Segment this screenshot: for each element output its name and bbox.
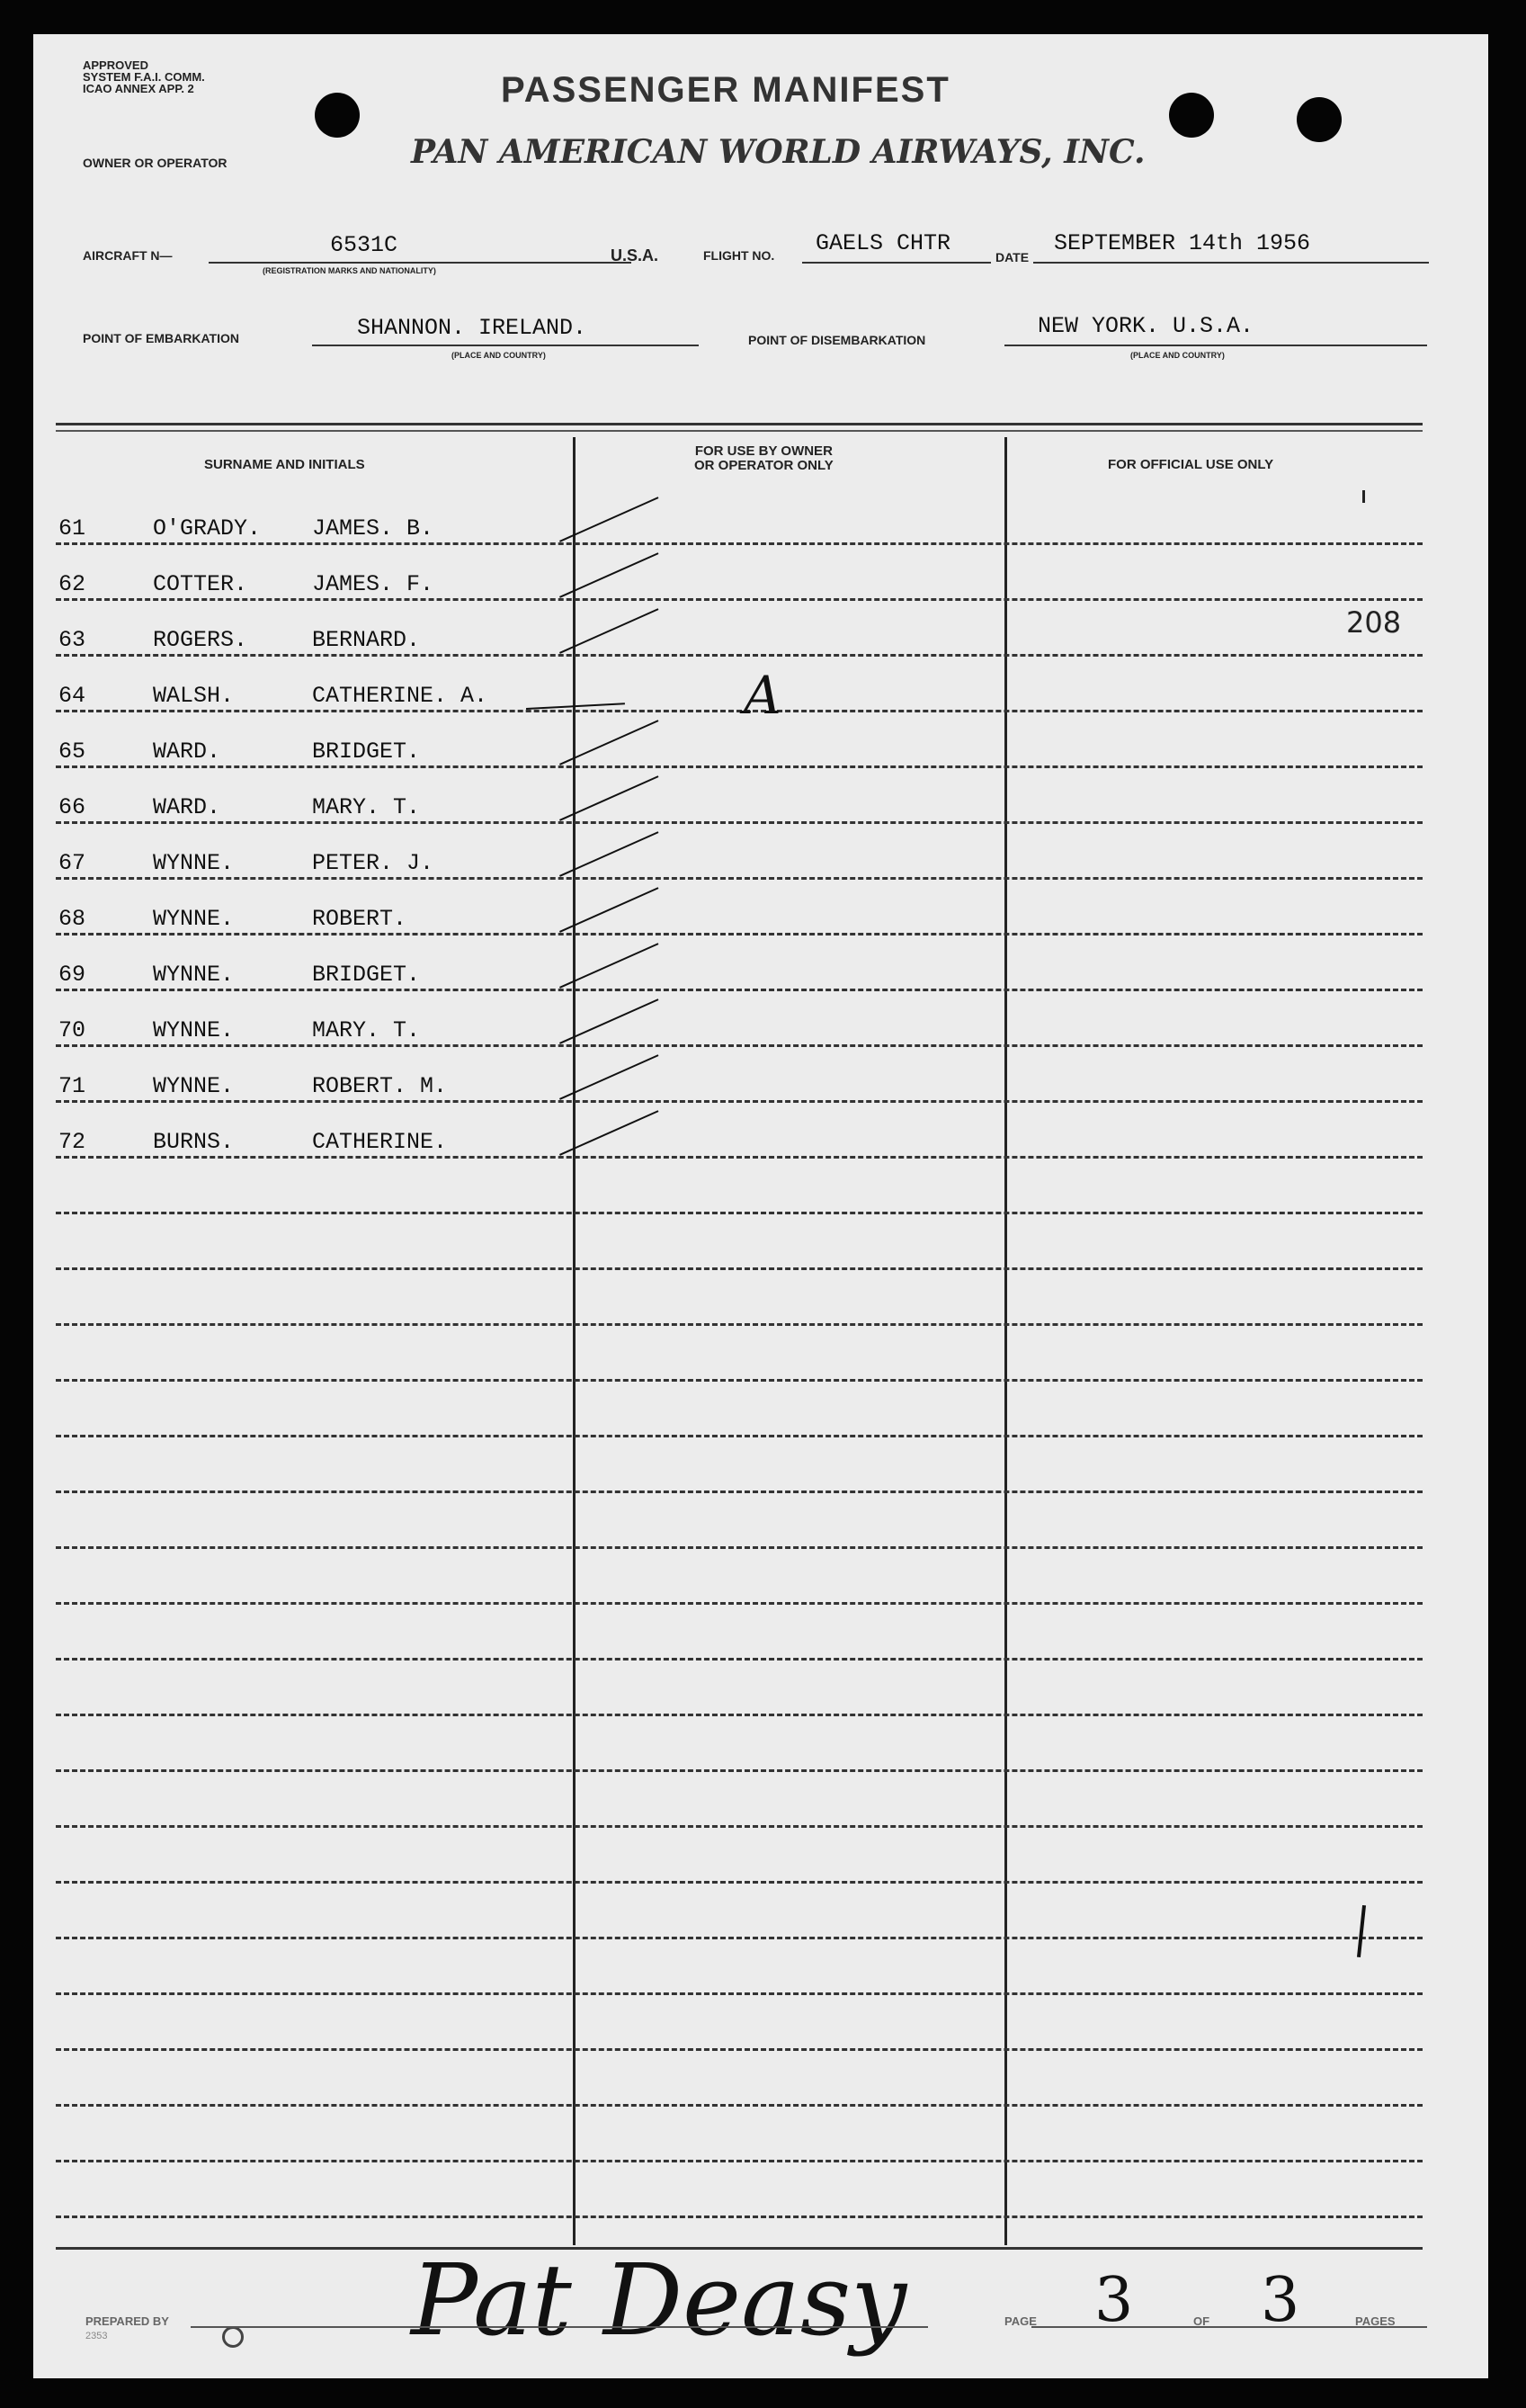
disembark-label: POINT OF DISEMBARKATION xyxy=(748,333,926,347)
prepared-by-label: PREPARED BY xyxy=(85,2314,169,2328)
table-top-rule xyxy=(56,423,1423,425)
ruled-line xyxy=(56,1714,1423,1716)
disembark-sublabel: (PLACE AND COUNTRY) xyxy=(1130,351,1225,360)
passenger-number: 72 xyxy=(58,1129,86,1155)
passenger-surname: WARD. xyxy=(153,794,221,820)
passenger-given-names: BRIDGET. xyxy=(312,739,421,765)
ruled-line xyxy=(56,1267,1423,1270)
table-row xyxy=(33,962,1472,998)
ruled-line xyxy=(56,1937,1423,1939)
passenger-number: 68 xyxy=(58,906,86,932)
ruled-line xyxy=(56,1769,1423,1772)
approval-block: APPROVED SYSTEM F.A.I. COMM. ICAO ANNEX APP. 2 xyxy=(83,58,205,95)
passenger-given-names: BRIDGET. xyxy=(312,962,421,988)
passenger-number: 62 xyxy=(58,571,86,597)
table-row xyxy=(33,739,1472,774)
passenger-number: 66 xyxy=(58,794,86,820)
table-row xyxy=(33,515,1472,551)
table-row xyxy=(33,627,1472,663)
ruled-line xyxy=(56,1881,1423,1884)
date-label: DATE xyxy=(995,250,1030,264)
table-row xyxy=(33,1017,1472,1053)
passenger-given-names: ROBERT. xyxy=(312,906,407,932)
ruled-line xyxy=(56,1825,1423,1828)
passenger-given-names: JAMES. F. xyxy=(312,571,434,597)
ruled-line xyxy=(56,2048,1423,2051)
stray-mark xyxy=(1357,1905,1366,1957)
passenger-surname: WYNNE. xyxy=(153,1017,235,1043)
form-number: 2353 xyxy=(85,2331,108,2341)
page-label: PAGE xyxy=(1004,2314,1037,2328)
page-line xyxy=(1031,2326,1427,2328)
passenger-number: 64 xyxy=(58,683,86,709)
passenger-surname: O'GRADY. xyxy=(153,515,262,542)
passenger-number: 65 xyxy=(58,739,86,765)
table-row xyxy=(33,906,1472,942)
owner-label: OWNER OR OPERATOR xyxy=(83,156,228,170)
punch-hole xyxy=(1169,93,1214,138)
total-pages: 3 xyxy=(1261,2265,1300,2336)
embark-underline xyxy=(312,345,699,346)
page-title: PASSENGER MANIFEST xyxy=(501,70,950,110)
handwritten-mark: A xyxy=(744,665,781,726)
table-row xyxy=(33,1073,1472,1109)
passenger-given-names: CATHERINE. xyxy=(312,1129,448,1155)
signature: Pat Deasy xyxy=(411,2242,907,2358)
passenger-surname: WYNNE. xyxy=(153,962,235,988)
passenger-number: 63 xyxy=(58,627,86,653)
flight-label: FLIGHT NO. xyxy=(703,248,775,263)
ruled-line xyxy=(56,2104,1423,2107)
aircraft-label: AIRCRAFT N— xyxy=(83,248,173,263)
passenger-number: 67 xyxy=(58,850,86,876)
passenger-surname: BURNS. xyxy=(153,1129,235,1155)
page-number: 3 xyxy=(1094,2265,1134,2336)
passenger-surname: WYNNE. xyxy=(153,1073,235,1099)
passenger-number: 71 xyxy=(58,1073,86,1099)
passenger-given-names: JAMES. B. xyxy=(312,515,434,542)
ruled-line xyxy=(56,2216,1423,2218)
aircraft-registration: 6531C xyxy=(330,232,398,258)
table-row xyxy=(33,571,1472,607)
passenger-given-names: CATHERINE. A. xyxy=(312,683,488,709)
table-row xyxy=(33,850,1472,886)
table-row xyxy=(33,794,1472,830)
ruled-line xyxy=(56,1658,1423,1661)
column-header-official: FOR OFFICIAL USE ONLY xyxy=(1108,457,1274,472)
aircraft-sublabel: (REGISTRATION MARKS AND NATIONALITY) xyxy=(263,266,436,275)
passenger-number: 70 xyxy=(58,1017,86,1043)
table-row xyxy=(33,1129,1472,1165)
passenger-surname: WYNNE. xyxy=(153,906,235,932)
check-tick-mark xyxy=(526,703,625,710)
column-header-owner: FOR USE BY OWNER OR OPERATOR ONLY xyxy=(694,443,834,473)
of-label: OF xyxy=(1193,2314,1210,2328)
pages-label: PAGES xyxy=(1355,2314,1396,2328)
prepared-by-line xyxy=(191,2326,928,2328)
passenger-surname: ROGERS. xyxy=(153,627,248,653)
ruled-line xyxy=(56,1602,1423,1605)
ruled-line xyxy=(56,1379,1423,1382)
ruled-line xyxy=(56,1323,1423,1326)
passenger-given-names: ROBERT. M. xyxy=(312,1073,448,1099)
passenger-number: 61 xyxy=(58,515,86,542)
flight-underline xyxy=(802,262,991,264)
passenger-given-names: BERNARD. xyxy=(312,627,421,653)
column-header-surname: SURNAME AND INITIALS xyxy=(204,457,365,472)
embark-value: SHANNON. IRELAND. xyxy=(357,315,587,341)
embark-label: POINT OF EMBARKATION xyxy=(83,331,239,345)
table-top-rule xyxy=(56,430,1423,432)
passenger-surname: WYNNE. xyxy=(153,850,235,876)
ruled-line xyxy=(56,1992,1423,1995)
passenger-number: 69 xyxy=(58,962,86,988)
stray-mark xyxy=(1362,490,1365,503)
passenger-given-names: MARY. T. xyxy=(312,1017,421,1043)
official-note: 208 xyxy=(1346,605,1402,640)
ruled-line xyxy=(56,1435,1423,1437)
usa-label: U.S.A. xyxy=(611,246,659,264)
ruled-line xyxy=(56,1546,1423,1549)
punch-hole xyxy=(315,93,360,138)
table-row xyxy=(33,665,1472,726)
ruled-line xyxy=(56,1490,1423,1493)
date-underline xyxy=(1033,262,1429,264)
passenger-surname: WALSH. xyxy=(153,683,235,709)
disembark-underline xyxy=(1004,345,1427,346)
flight-number: GAELS CHTR xyxy=(816,230,951,256)
passenger-given-names: PETER. J. xyxy=(312,850,434,876)
passenger-surname: COTTER. xyxy=(153,571,248,597)
passenger-surname: WARD. xyxy=(153,739,221,765)
manifest-sheet xyxy=(33,34,1488,2378)
ruled-line xyxy=(56,2160,1423,2162)
passenger-given-names: MARY. T. xyxy=(312,794,421,820)
ruled-line xyxy=(56,1212,1423,1214)
airline-name: PAN AMERICAN WORLD AIRWAYS, INC. xyxy=(411,133,1146,171)
flight-date: SEPTEMBER 14th 1956 xyxy=(1054,230,1311,256)
embark-sublabel: (PLACE AND COUNTRY) xyxy=(451,351,546,360)
disembark-value: NEW YORK. U.S.A. xyxy=(1038,313,1254,339)
union-bug-icon xyxy=(222,2326,244,2348)
aircraft-underline xyxy=(209,262,631,264)
punch-hole xyxy=(1297,97,1342,142)
